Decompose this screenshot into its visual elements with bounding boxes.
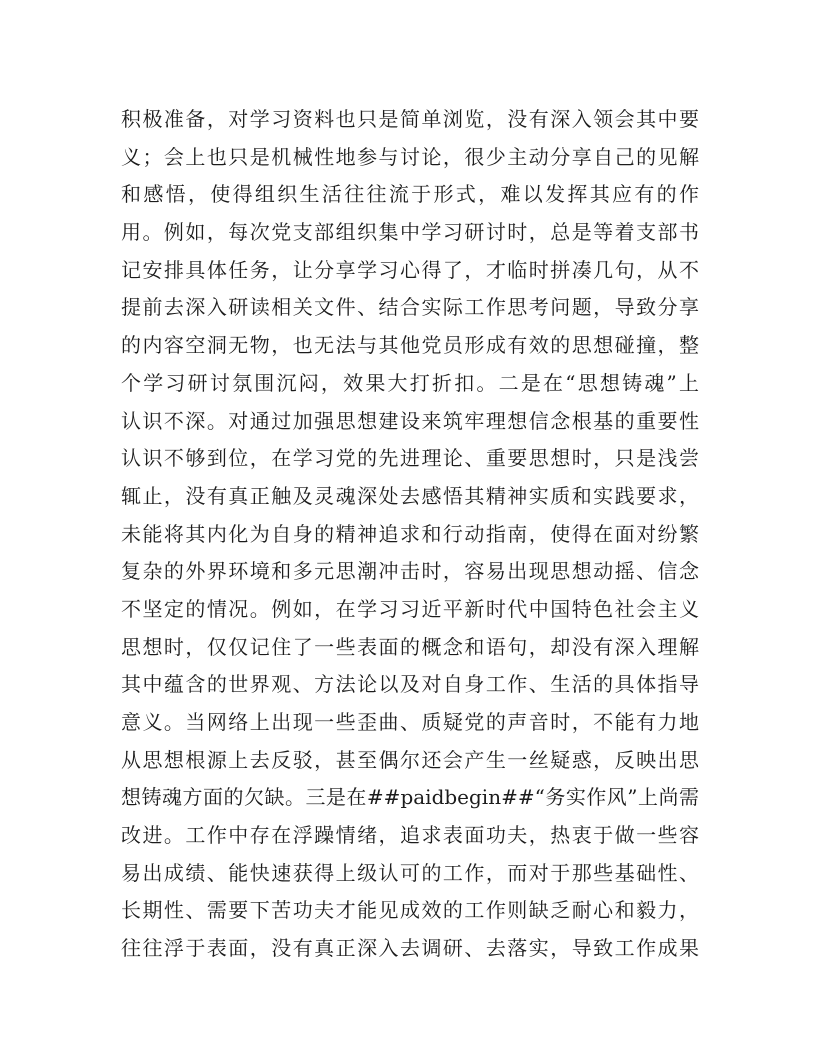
text-line: 记安排具体任务，让分享学习心得了，才临时拼凑几句，从不 — [121, 257, 699, 282]
text-line: 的内容空洞无物，也无法与其他党员形成有效的思想碰撞，整 — [121, 333, 699, 358]
text-line: 认识不够到位，在学习党的先进理论、重要思想时，只是浅尝 — [121, 446, 699, 471]
text-line: 个学习研讨氛围沉闷，效果大打折扣。二是在“思想铸魂”上 — [121, 370, 699, 395]
body-text — [121, 101, 699, 968]
text-line: 往往浮于表面，没有真正深入去调研、去落实，导致工作成果 — [121, 936, 699, 961]
text-line: 复杂的外界环境和多元思潮冲击时，容易出现思想动摇、信念 — [121, 559, 699, 584]
text-line: 从思想根源上去反驳，甚至偶尔还会产生一丝疑惑，反映出思 — [121, 747, 699, 772]
text-line: 长期性、需要下苦功夫才能见成效的工作则缺乏耐心和毅力， — [121, 898, 699, 923]
text-line: 思想时，仅仅记住了一些表面的概念和语句，却没有深入理解 — [121, 634, 699, 659]
text-line: 易出成绩、能快速获得上级认可的工作，而对于那些基础性、 — [121, 860, 699, 885]
text-line: 辄止，没有真正触及灵魂深处去感悟其精神实质和实践要求， — [121, 483, 699, 508]
text-line: 义；会上也只是机械性地参与讨论，很少主动分享自己的见解 — [121, 144, 699, 169]
text-line: 不坚定的情况。例如，在学习习近平新时代中国特色社会主义 — [121, 596, 699, 621]
text-line: 其中蕴含的世界观、方法论以及对自身工作、生活的具体指导 — [121, 672, 699, 697]
text-line: 想铸魂方面的欠缺。三是在##paidbegin##“务实作风”上尚需 — [121, 785, 699, 810]
text-line: 认识不深。对通过加强思想建设来筑牢理想信念根基的重要性 — [121, 408, 699, 433]
text-line: 未能将其内化为自身的精神追求和行动指南，使得在面对纷繁 — [121, 521, 699, 546]
text-line: 改进。工作中存在浮躁情绪，追求表面功夫，热衷于做一些容 — [121, 823, 699, 848]
text-line: 积极准备，对学习资料也只是简单浏览，没有深入领会其中要 — [121, 107, 699, 131]
text-line: 提前去深入研读相关文件、结合实际工作思考问题，导致分享 — [121, 295, 699, 320]
text-line: 用。例如，每次党支部组织集中学习研讨时，总是等着支部书 — [121, 220, 699, 245]
text-line: 意义。当网络上出现一些歪曲、质疑党的声音时，不能有力地 — [121, 710, 699, 734]
text-line: 和感悟，使得组织生活往往流于形式，难以发挥其应有的作 — [121, 182, 699, 207]
